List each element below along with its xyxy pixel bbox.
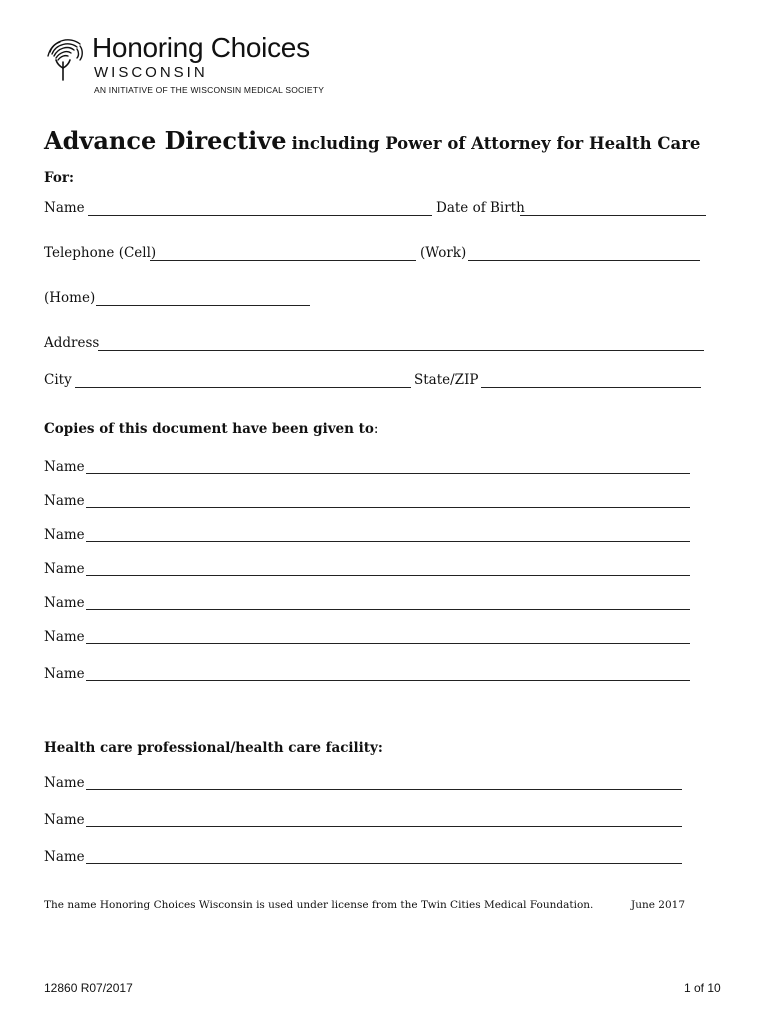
name-label: Name <box>44 200 85 216</box>
health-name-label: Name <box>44 775 85 791</box>
honoring-choices-logo-icon <box>44 34 86 82</box>
copy-name-label: Name <box>44 595 85 611</box>
health-name-field[interactable] <box>86 863 682 864</box>
home-phone-field[interactable] <box>96 305 310 306</box>
city-label: City <box>44 372 72 388</box>
state-zip-field[interactable] <box>481 387 701 388</box>
health-heading: Health care professional/health care facility: <box>44 740 383 756</box>
health-name-label: Name <box>44 849 85 865</box>
tel-cell-field[interactable] <box>150 260 416 261</box>
copy-name-label: Name <box>44 459 85 475</box>
state-zip-label: State/ZIP <box>414 372 479 388</box>
copy-name-label: Name <box>44 629 85 645</box>
document-title <box>44 126 700 155</box>
copy-name-field[interactable] <box>86 541 690 542</box>
city-field[interactable] <box>75 387 411 388</box>
copy-name-field[interactable] <box>86 609 690 610</box>
home-label: (Home) <box>44 290 96 306</box>
health-name-label: Name <box>44 812 85 828</box>
health-name-field[interactable] <box>86 789 682 790</box>
page-number: 1 of 10 <box>684 981 721 995</box>
brand-tagline: AN INITIATIVE OF THE WISCONSIN MEDICAL SOCIETY <box>94 85 325 95</box>
name-field[interactable] <box>88 215 432 216</box>
brand-name: Honoring Choices <box>92 32 310 63</box>
for-heading: For: <box>44 170 74 186</box>
copies-heading-colon: : <box>373 421 379 437</box>
dob-label: Date of Birth <box>436 200 525 216</box>
address-field[interactable] <box>98 350 704 351</box>
dob-field[interactable] <box>520 215 706 216</box>
copy-name-label: Name <box>44 527 85 543</box>
footer-date: June 2017 <box>631 899 686 911</box>
copy-name-field[interactable] <box>86 473 690 474</box>
address-label: Address <box>44 335 100 351</box>
copy-name-label: Name <box>44 666 85 682</box>
health-name-field[interactable] <box>86 826 682 827</box>
copy-name-label: Name <box>44 493 85 509</box>
license-note: The name Honoring Choices Wisconsin is used under license from the Twin Cities Medical Foundation. <box>44 899 594 911</box>
copy-name-field[interactable] <box>86 680 690 681</box>
title-rest: including Power of Attorney for Health Care <box>291 134 701 153</box>
title-main: Advance Directive <box>44 126 287 155</box>
work-phone-field[interactable] <box>468 260 700 261</box>
work-label: (Work) <box>420 245 467 261</box>
copy-name-label: Name <box>44 561 85 577</box>
copy-name-field[interactable] <box>86 507 690 508</box>
copy-name-field[interactable] <box>86 643 690 644</box>
copies-heading-text: Copies of this document have been given to <box>44 421 374 437</box>
copies-heading <box>44 421 378 437</box>
tel-cell-label: Telephone (Cell) <box>44 245 157 261</box>
form-number: 12860 R07/2017 <box>44 981 133 995</box>
copy-name-field[interactable] <box>86 575 690 576</box>
brand-subtitle: WISCONSIN <box>94 64 208 81</box>
